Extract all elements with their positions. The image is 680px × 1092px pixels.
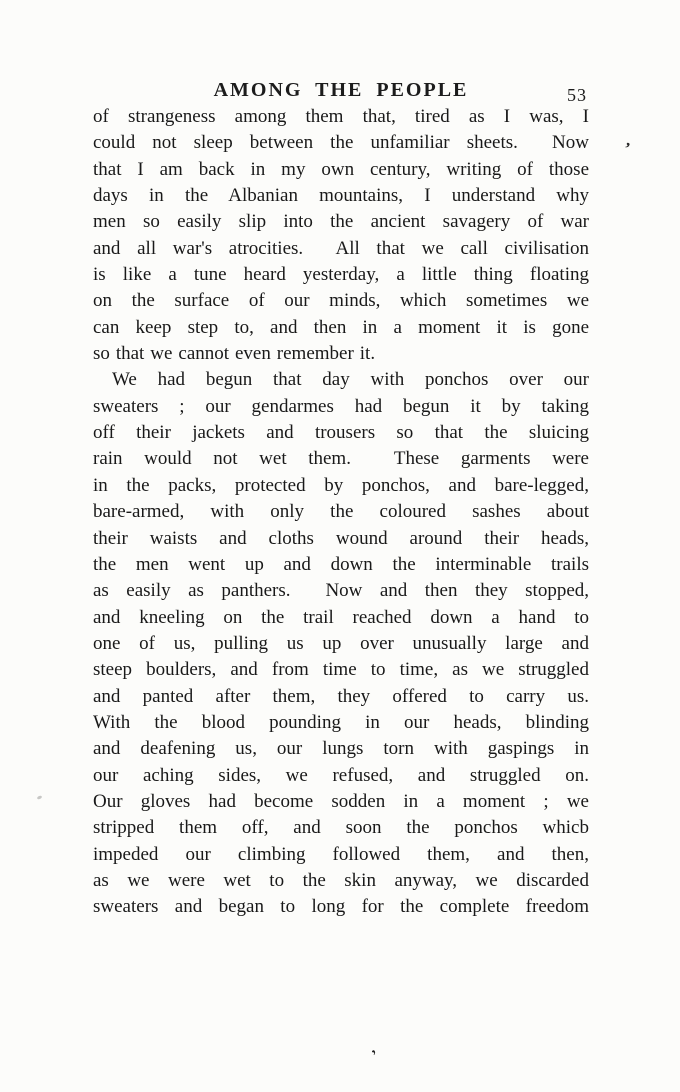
- text-line: one of us, pulling us up over unusually large and: [93, 632, 589, 654]
- text-line: is like a tune heard yesterday, a little thing floating: [93, 264, 589, 286]
- page-header: [93, 79, 589, 105]
- running-header-title: AMONG THE PEOPLE: [213, 79, 469, 101]
- text-line: steep boulders, and from time to time, as we struggled: [93, 659, 589, 681]
- text-line: sweaters ; our gendarmes had begun it by taking: [93, 395, 589, 417]
- text-line: as we were wet to the skin anyway, we discarded: [93, 869, 589, 891]
- text-line: on the surface of our minds, which sometimes we: [93, 290, 589, 312]
- text-line: and panted after them, they offered to carry us.: [93, 685, 589, 707]
- text-line: sweaters and began to long for the complete freedom: [93, 896, 589, 918]
- text-line: impeded our climbing followed them, and then,: [93, 843, 589, 865]
- scan-artifact-right-margin: ’: [621, 138, 633, 159]
- text-line: and all war's atrocities. All that we call civilisation: [93, 237, 589, 259]
- body-text: [93, 104, 589, 921]
- text-line: in the packs, protected by ponchos, and bare-legged,: [93, 474, 589, 496]
- text-line: could not sleep between the unfamiliar sheets. Now: [93, 132, 589, 154]
- text-line: our aching sides, we refused, and struggled on.: [93, 764, 589, 786]
- text-line: days in the Albanian mountains, I understand why: [93, 185, 589, 207]
- text-line: that I am back in my own century, writing of those: [93, 158, 589, 180]
- text-line: bare-armed, with only the coloured sashes about: [93, 501, 589, 523]
- scan-artifact-left-margin-dot: [37, 795, 43, 800]
- text-line: men so easily slip into the ancient savagery of war: [93, 211, 589, 233]
- text-line: and kneeling on the trail reached down a hand to: [93, 606, 589, 628]
- text-line: rain would not wet them. These garments were: [93, 448, 589, 470]
- text-line: With the blood pounding in our heads, blinding: [93, 711, 589, 733]
- text-line-paragraph-end: so that we cannot even remember it.: [93, 343, 376, 365]
- text-line: stripped them off, and soon the ponchos whicb: [93, 817, 589, 839]
- text-line: as easily as panthers. Now and then they stopped,: [93, 580, 589, 602]
- text-line: their waists and cloths wound around their heads,: [93, 527, 589, 549]
- text-line: can keep step to, and then in a moment it is gone: [93, 316, 589, 338]
- text-line: Our gloves had become sodden in a moment ; we: [93, 790, 589, 812]
- text-line: of strangeness among them that, tired as I was, I: [93, 106, 589, 127]
- page-number: 53: [567, 85, 587, 105]
- text-line: off their jackets and trousers so that the sluicing: [93, 422, 589, 444]
- text-line-paragraph-start: We had begun that day with ponchos over our: [112, 369, 589, 391]
- text-line: and deafening us, our lungs torn with gaspings in: [93, 738, 589, 760]
- text-line: the men went up and down the interminable trails: [93, 553, 589, 575]
- scan-artifact-bottom-mark: ,: [365, 1041, 378, 1057]
